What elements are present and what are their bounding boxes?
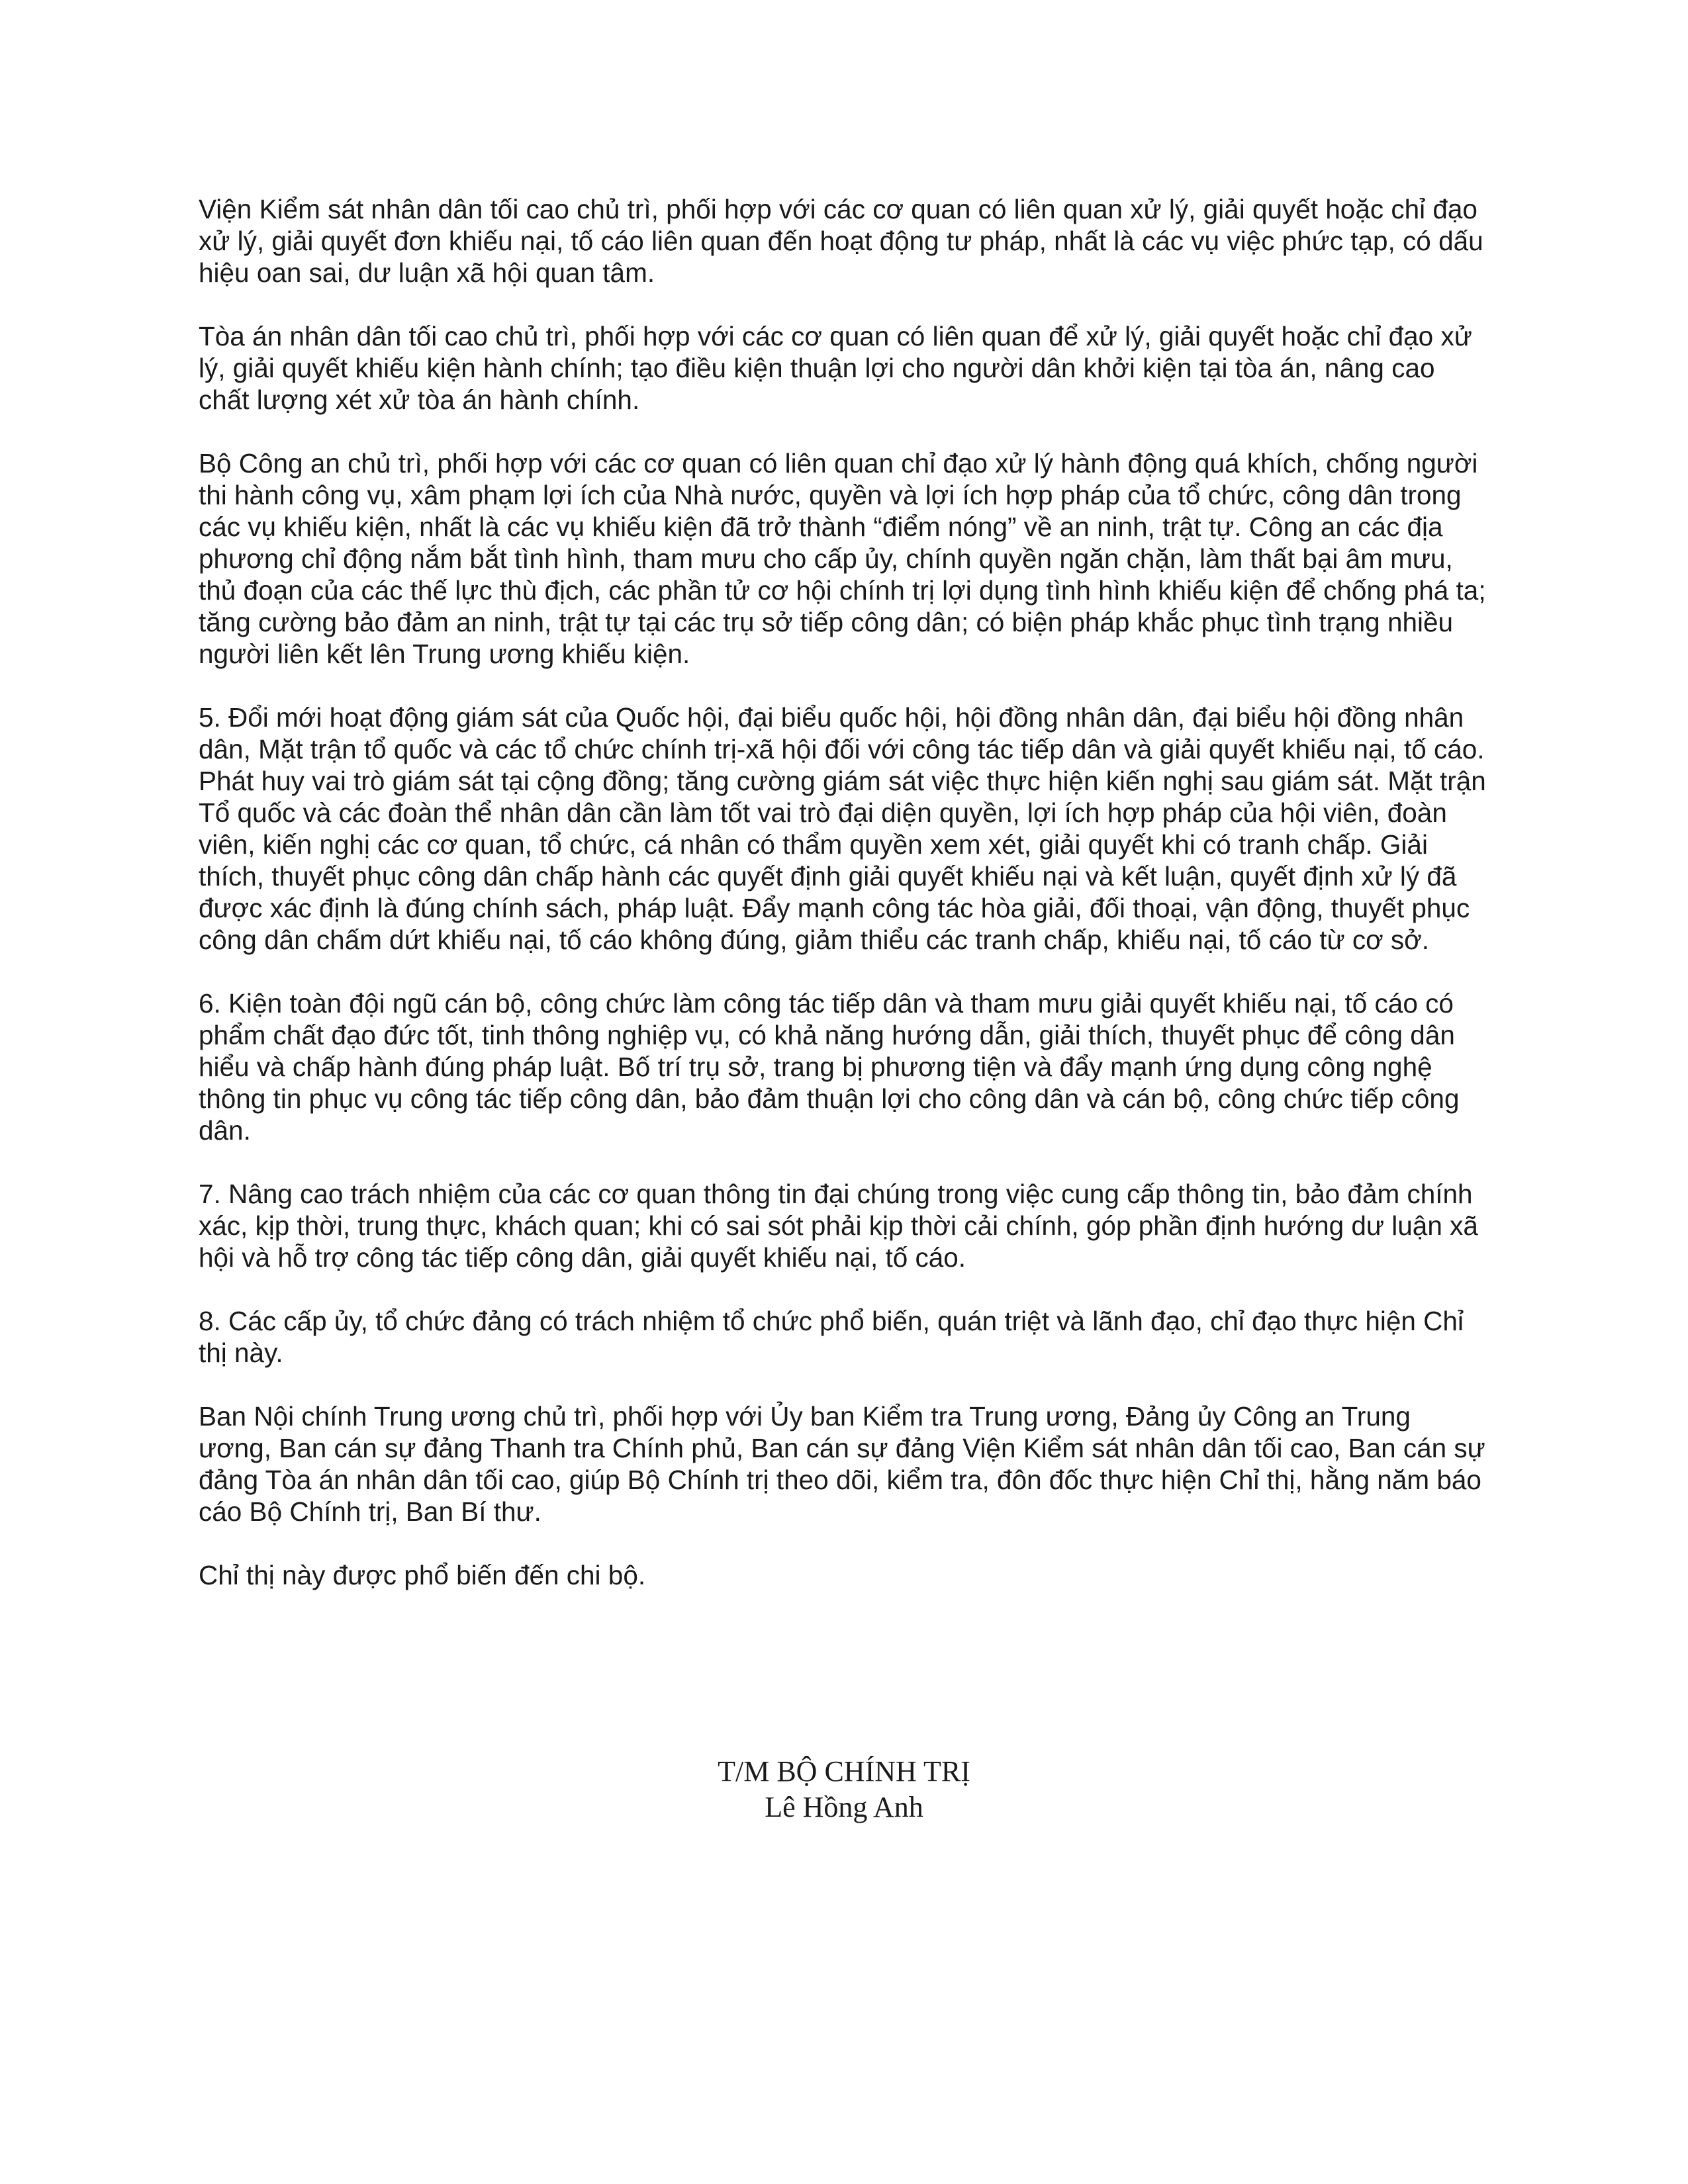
paragraph-procuracy: Viện Kiểm sát nhân dân tối cao chủ trì, phối hợp với các cơ quan có liên quan xử lý, giải quyết hoặc chỉ đạo xử lý, giải quyết đơn khiếu nại, tố cáo liên quan đến hoạt động tư pháp, nhất là các vụ việc phức tạp, có dấu hiệu oan sai, dư luận xã hội quan tâm. [199,194,1483,288]
paragraph-item-7: 7. Nâng cao trách nhiệm của các cơ quan thông tin đại chúng trong việc cung cấp thông tin, bảo đảm chính xác, kịp thời, trung thực, khách quan; khi có sai sót phải kịp thời cải chính, góp phần định hướng dư luận xã hội và hỗ trợ công tác tiếp công dân, giải quyết khiếu nại, tố cáo. [199,1179,1478,1273]
signatory-name: Lê Hồng Anh [765,1791,923,1823]
paragraph-item-8: 8. Các cấp ủy, tổ chức đảng có trách nhiệm tổ chức phổ biến, quán triệt và lãnh đạo, chỉ đạo thực hiện Chỉ thị này. [199,1306,1464,1368]
paragraph-ministry-public-security: Bộ Công an chủ trì, phối hợp với các cơ quan có liên quan chỉ đạo xử lý hành động quá khích, chống người thi hành công vụ, xâm phạm lợi ích của Nhà nước, quyền và lợi ích hợp pháp của tổ chức, công dân trong các vụ khiếu kiện, nhất là các vụ khiếu kiện đã trở thành “điểm nóng” về an ninh, trật tự. Công an các địa phương chỉ động nắm bắt tình hình, tham mưu cho cấp ủy, chính quyền ngăn chặn, làm thất bại âm mưu, thủ đoạn của các thế lực thù địch, các phần tử cơ hội chính trị lợi dụng tình hình khiếu kiện để chống phá ta; tăng cường bảo đảm an ninh, trật tự tại các trụ sở tiếp công dân; có biện pháp khắc phục tình trạng nhiều người liên kết lên Trung ương khiếu kiện. [199,448,1486,669]
paragraph-internal-affairs: Ban Nội chính Trung ương chủ trì, phối hợp với Ủy ban Kiểm tra Trung ương, Đảng ủy Công an Trung ương, Ban cán sự đảng Thanh tra Chính phủ, Ban cán sự đảng Viện Kiểm sát nhân dân tối cao, Ban cán sự đảng Tòa án nhân dân tối cao, giúp Bộ Chính trị theo dõi, kiểm tra, đôn đốc thực hiện Chỉ thị, hằng năm báo cáo Bộ Chính trị, Ban Bí thư. [199,1401,1485,1527]
paragraph-item-5: 5. Đổi mới hoạt động giám sát của Quốc hội, đại biểu quốc hội, hội đồng nhân dân, đại biểu hội đồng nhân dân, Mặt trận tổ quốc và các tổ chức chính trị-xã hội đối với công tác tiếp dân và giải quyết khiếu nại, tố cáo. Phát huy vai trò giám sát tại cộng đồng; tăng cường giám sát việc thực hiện kiến nghị sau giám sát. Mặt trận Tổ quốc và các đoàn thể nhân dân cần làm tốt vai trò đại diện quyền, lợi ích hợp pháp của hội viên, đoàn viên, kiến nghị các cơ quan, tổ chức, cá nhân có thẩm quyền xem xét, giải quyết khi có tranh chấp. Giải thích, thuyết phục công dân chấp hành các quyết định giải quyết khiếu nại và kết luận, quyết định xử lý đã được xác định là đúng chính sách, pháp luật. Đẩy mạnh công tác hòa giải, đối thoại, vận động, thuyết phục công dân chấm dứt khiếu nại, tố cáo không đúng, giảm thiểu các tranh chấp, khiếu nại, tố cáo từ cơ sở. [199,702,1486,955]
paragraph-dissemination: Chỉ thị này được phổ biến đến chi bộ. [199,1560,646,1590]
signature-title: T/M BỘ CHÍNH TRỊ [718,1755,970,1788]
paragraph-supreme-court: Tòa án nhân dân tối cao chủ trì, phối hợp với các cơ quan có liên quan để xử lý, giải quyết hoặc chỉ đạo xử lý, giải quyết khiếu kiện hành chính; tạo điều kiện thuận lợi cho người dân khởi kiện tại tòa án, nâng cao chất lượng xét xử tòa án hành chính. [199,321,1472,415]
paragraph-item-6: 6. Kiện toàn đội ngũ cán bộ, công chức làm công tác tiếp dân và tham mưu giải quyết khiếu nại, tố cáo có phẩm chất đạo đức tốt, tinh thông nghiệp vụ, có khả năng hướng dẫn, giải thích, thuyết phục để công dân hiểu và chấp hành đúng pháp luật. Bố trí trụ sở, trang bị phương tiện và đẩy mạnh ứng dụng công nghệ thông tin phục vụ công tác tiếp công dân, bảo đảm thuận lợi cho công dân và cán bộ, công chức tiếp công dân. [199,988,1460,1146]
document-body [199,193,1489,1623]
signature-block [596,1754,1092,1825]
